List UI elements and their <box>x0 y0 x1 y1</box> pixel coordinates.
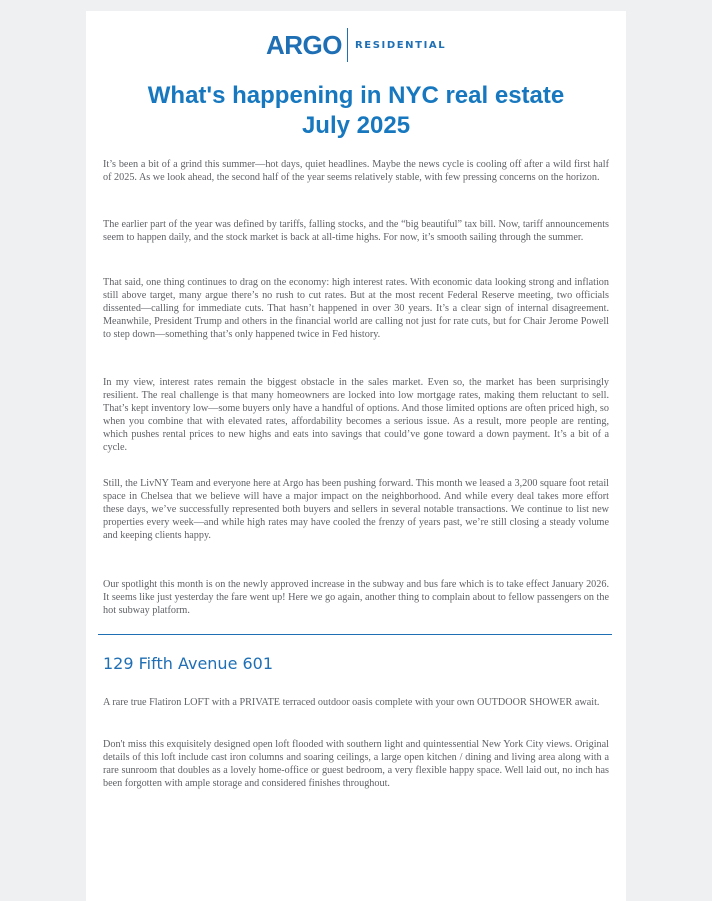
section-divider <box>98 634 612 635</box>
intro-paragraph: It’s been a bit of a grind this summer—hot days, quiet headlines. Maybe the news cycle is cooling off after a wild first half of 2025. As we look ahead, the second half of the year seems relatively stable, with few pressing concerns on the horizon. <box>103 159 609 183</box>
interest-rates-paragraph: That said, one thing continues to drag on the economy: high interest rates. With economic data looking strong and inflation still above target, many argue there’s no rush to cut rates. But at the most recent Federal Reserve meeting, two officials dissented—calling for immediate cuts. That hasn’t happened in over 30 years. It’s a clear sign of internal disagreement. Meanwhile, President Trump and others in the financial world are calling not just for rate cuts, but for Chair Jerome Powell to step down—something that’s only happened twice in Fed history. <box>103 277 609 340</box>
newsletter-title: What's happening in NYC real estate <box>147 82 565 109</box>
argo-residential-logo <box>266 28 446 62</box>
sales-market-paragraph: In my view, interest rates remain the biggest obstacle in the sales market. Even so, the market has been surprisingly resilient. The real challenge is that many homeowners are locked into low mortgage rates, making them reluctant to sell. That’s kept inventory low—some buyers only have a handful of options. And those limited options are often priced high, so when you combine that with elevated rates, affordability becomes a serious issue. As a result, more people are renting, which pushes rental prices to new highs and eats into savings that could’ve gone toward a down payment. It’s a bit of a cycle. <box>103 377 609 453</box>
listing-summary: A rare true Flatiron LOFT with a PRIVATE terraced outdoor oasis complete with your own OUTDOOR SHOWER await. <box>103 697 600 708</box>
team-update-paragraph: Still, the LivNY Team and everyone here at Argo has been pushing forward. This month we leased a 3,200 square foot retail space in Chelsea that we believe will have a major impact on the neighborhood. And while every deal takes more effort these days, we’ve successfully represented both buyers and sellers in several notable transactions. We continue to list new properties every week—and while high rates may have cooled the frenzy of years past, we’re still closing a steady volume and keeping clients happy. <box>103 478 609 541</box>
logo-division: RESIDENTIAL <box>355 39 447 51</box>
newsletter-date: July 2025 <box>301 112 411 139</box>
listing-title[interactable]: 129 Fifth Avenue 601 <box>103 654 274 673</box>
logo-divider <box>347 28 348 62</box>
listing-description: Don't miss this exquisitely designed open loft flooded with southern light and quintessential New York City views. Original details of this loft include cast iron columns and soaring ceilings, a large open kitchen / dining and living area along with a rare sunroom that doubles as a lovely home-office or guest bedroom, a very flexible happy space. Well laid out, no inch has been forgotten with ample storage and considered finishes throughout. <box>103 739 609 789</box>
logo-wordmark: ARGO <box>266 30 342 60</box>
tariffs-paragraph: The earlier part of the year was defined by tariffs, falling stocks, and the “big beautiful” tax bill. Now, tariff announcements seem to happen daily, and the stock market is back at all-time highs. For now, it’s smooth sailing through the summer. <box>103 219 609 243</box>
spotlight-paragraph: Our spotlight this month is on the newly approved increase in the subway and bus fare which is to take effect January 2026. It seems like just yesterday the fare went up! Here we go again, another thing to complain about to fellow passengers on the hot subway platform. <box>103 579 609 616</box>
newsletter-page <box>86 11 626 901</box>
